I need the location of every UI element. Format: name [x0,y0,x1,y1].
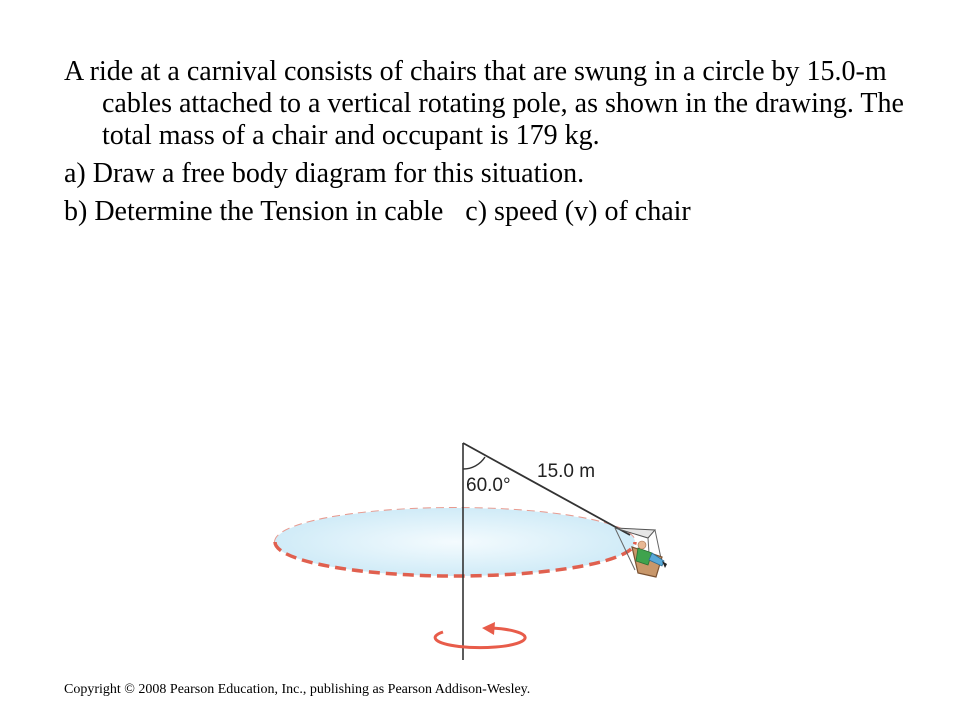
angle-label: 60.0° [466,475,511,496]
part-b: b) Determine the Tension in cable [64,196,444,227]
angle-arc [463,457,485,469]
parts-b-c [64,196,924,228]
problem-text [64,56,924,228]
ride-diagram [270,435,690,665]
part-c: c) speed (v) of chair [465,196,691,227]
problem-statement: A ride at a carnival consists of chairs that are swung in a circle by 15.0-m cables attached to a vertical rotating pole, as shown in the drawing. The total mass of a chair and occupant is 179 kg. [64,56,904,151]
part-a: a) Draw a free body diagram for this situation. [64,158,585,189]
carnival-ride-figure [270,435,690,665]
rotation-arrow [435,622,525,648]
cable-length-label: 15.0 m [537,461,596,482]
copyright-footer: Copyright © 2008 Pearson Education, Inc., publishing as Pearson Addison-Wesley. [64,682,531,697]
